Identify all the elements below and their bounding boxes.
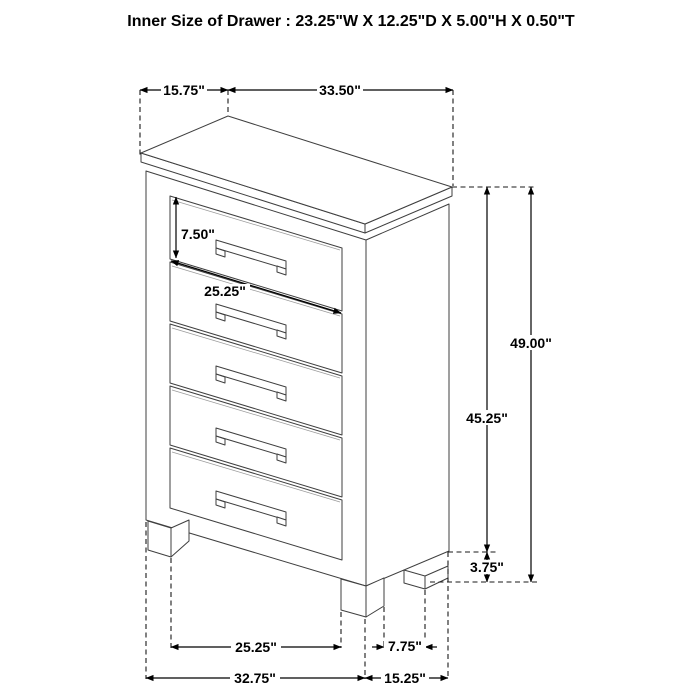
dim-total-height: 49.00" [510,335,552,351]
dim-top-depth: 15.75" [163,82,205,98]
back-right-leg [425,566,448,589]
back-right-leg [404,570,425,589]
dim-drawer-front-height: 7.50" [181,226,215,242]
dim-overall-depth: 15.25" [384,670,426,686]
dim-side-leg-span: 7.75" [388,638,422,654]
dim-front-leg-span: 25.25" [235,639,277,655]
side-panel [366,204,449,586]
dim-overall-width: 32.75" [234,670,276,686]
dim-drawer-width: 25.25" [204,283,246,299]
dim-top-width: 33.50" [319,82,361,98]
dim-body-height: 45.25" [466,410,508,426]
dim-leg-height: 3.75" [470,559,504,575]
diagram-title: Inner Size of Drawer : 23.25"W X 12.25"D X 5.00"H X 0.50"T [127,13,575,30]
front-right-leg [341,579,366,617]
chest-drawing [141,116,452,617]
